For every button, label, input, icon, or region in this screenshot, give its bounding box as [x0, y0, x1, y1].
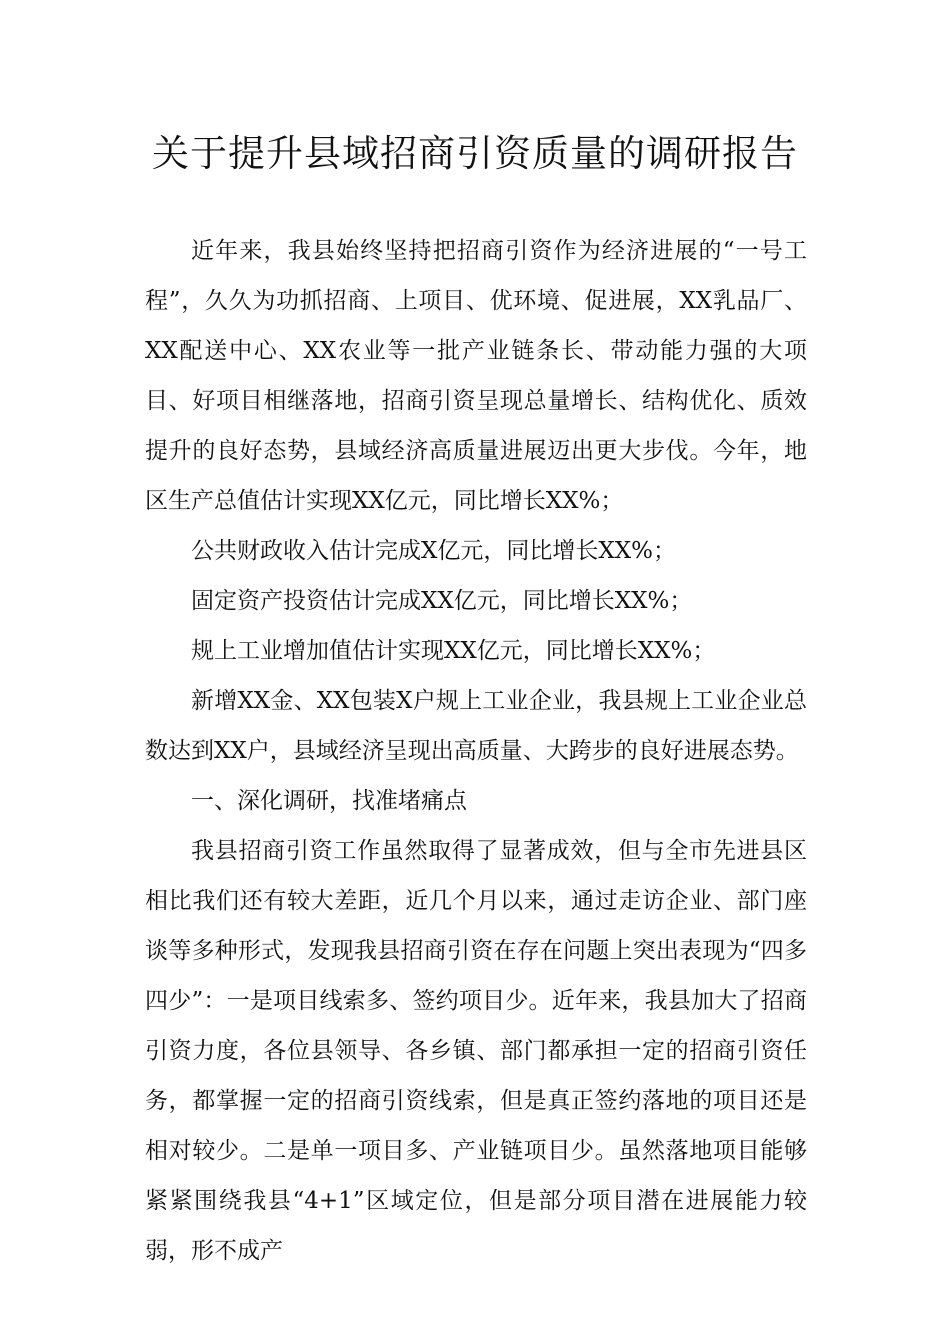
paragraph: 规上工业增加值估计实现XX亿元，同比增长XX%； — [191, 638, 716, 664]
document-title: 关于提升县域招商引资质量的调研报告 — [152, 132, 798, 175]
paragraph: 固定资产投资估计完成XX亿元，同比增长XX%； — [191, 588, 693, 614]
paragraph: 近年来，我县始终坚持把招商引资作为经济进展的“一号工程”，久久为功抓招商、上项目、优环境、促进展，XX乳品厂、XX配送中心、XX农业等一批产业链条长、带动能力强的大项目、好项目相继落地，招商引资呈现总量增长、结构优化、质效提升的良好态势，县域经济高质量进展迈出更大步伐。今年，地区生产总值估计实现XX亿元，同比增长XX%； — [145, 238, 807, 514]
document-body — [145, 226, 807, 1276]
section-heading: 一、深化调研，找准堵痛点 — [191, 788, 467, 814]
paragraph: 新增XX金、XX包装X户规上工业企业，我县规上工业企业总数达到XX户，县域经济呈现出高质量、大跨步的良好进展态势。 — [145, 688, 807, 764]
paragraph: 我县招商引资工作虽然取得了显著成效，但与全市先进县区相比我们还有较大差距，近几个月以来，通过走访企业、部门座谈等多种形式，发现我县招商引资在存在问题上突出表现为“四多四少”：一是项目线索多、签约项目少。近年来，我县加大了招商引资力度，各位县领导、各乡镇、部门都承担一定的招商引资任务，都掌握一定的招商引资线索，但是真正签约落地的项目还是相对较少。二是单一项目多、产业链项目少。虽然落地项目能够紧紧围绕我县“4+1”区域定位，但是部分项目潜在进展能力较弱，形不成产 — [145, 838, 807, 1264]
paragraph: 公共财政收入估计完成X亿元，同比增长XX%； — [191, 538, 676, 564]
